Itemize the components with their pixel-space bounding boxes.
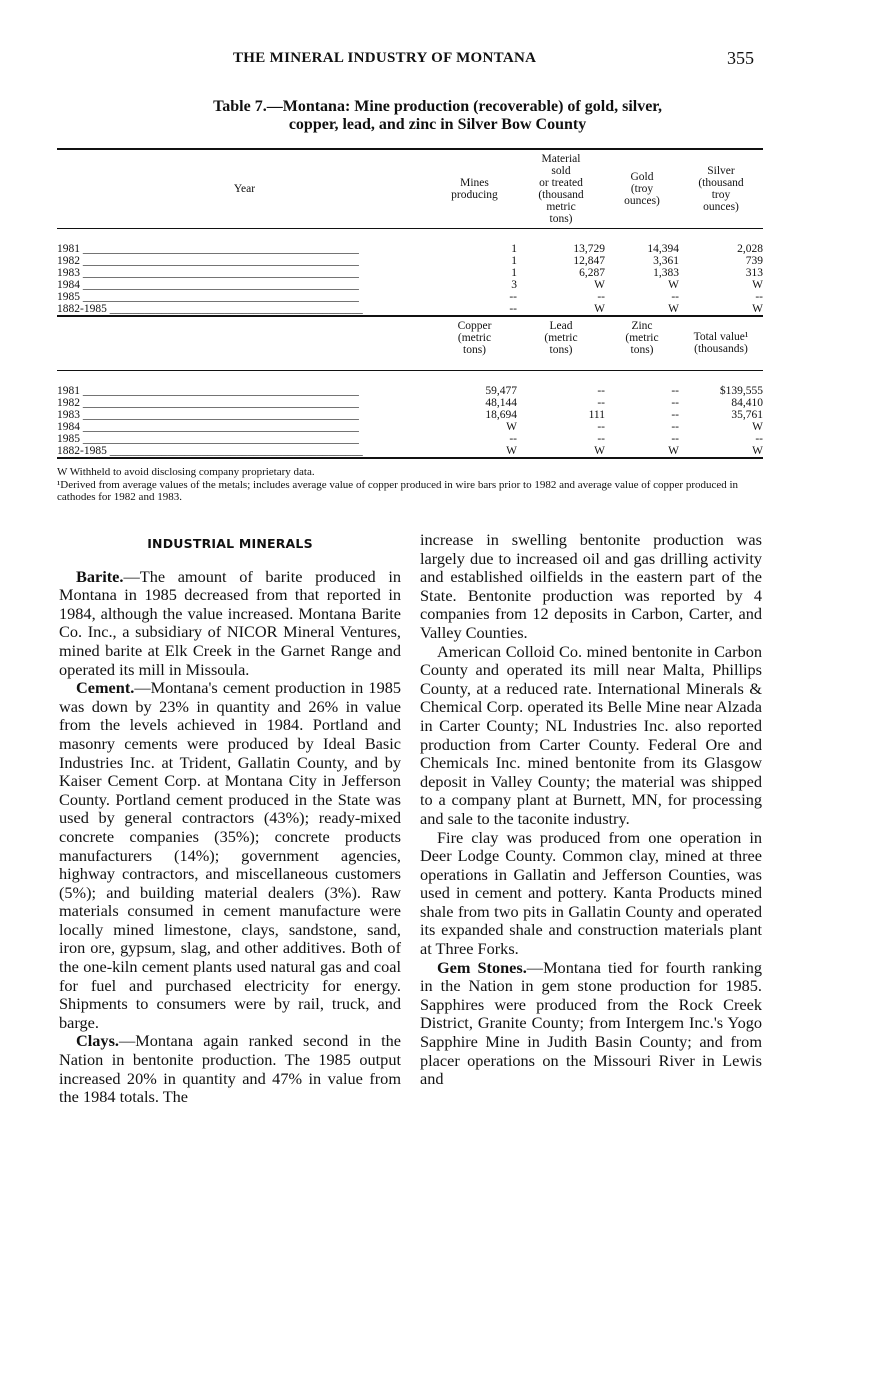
run-in-heading: Cement. (76, 678, 135, 698)
row-year: 1984 ________________________________________________ (57, 278, 359, 291)
table-row: 1981 ________________________________________________ 1 13,729 14,394 2,028 (57, 242, 763, 255)
paragraph-clays: Clays.—Montana again ranked second in the Nation in bentonite production. The 1985 output increased 20% in quantity and 47% in value from the 1984 totals. The (59, 1031, 401, 1107)
row-year: 1983 ________________________________________________ (57, 266, 359, 279)
table-row: 1985 ________________________________________________ -- -- -- -- (57, 432, 763, 445)
col-header-total-value: Total value¹ (thousands) (693, 331, 749, 355)
table-row: 1882-1985 ____________________________________________ W W W W (57, 444, 763, 457)
paragraph-fire-clay: Fire clay was produced from one operation in Deer Lodge County. Common clay, mined at three operations in Gallatin and Jefferson Counties, was used in cement and pottery. Kanta Products mined shale from two pits in Gallatin County and operated its expanded shale and construction materials plant at Three Forks. (420, 827, 762, 959)
table-row: 1983 ________________________________________________ 1 6,287 1,383 313 (57, 266, 763, 279)
row-year: 1982 ________________________________________________ (57, 254, 359, 267)
col-header-material: Material sold or treated (thousand metric tons) (538, 153, 584, 225)
table-row: 1984 ________________________________________________ W -- -- W (57, 420, 763, 433)
row-year: 1882-1985 ____________________________________________ (57, 303, 432, 316)
production-table-part2 (57, 316, 763, 459)
paragraph-cement: Cement.—Montana's cement production in 1985 was down by 23% in quantity and 26% in value from the levels achieved in 1984. Portland and masonry cements were produced by Ideal Basic Industries Inc. at Trident, Gallatin County, and by Kaiser Cement Corp. at Montana City in Jefferson County. Portland cement produced in the State was used by general contractors (43%); ready-mixed concrete companies (35%); concrete products manufacturers (14%); government agencies, highway contractors, and miscellaneous customers (5%); and building material dealers (3%). Raw materials consumed in cement manufacture were locally mined limestone, clays, sandstone, sand, iron ore, gypsum, slag, and other additives. Both of the one-kiln cement plants used natural gas and coal for fuel and purchased electricity for energy. Shipments to consumers were by rail, truck, and barge. (59, 678, 401, 1032)
table-row: 1882-1985 ____________________________________________ -- W W W (57, 302, 763, 315)
paragraph-american-colloid: American Colloid Co. mined bentonite in Carbon County and operated its mill near Malta, Phillips County, at a reduced rate. International Minerals & Chemical Corp. operated its Belle Mine near Alzada in Carter County; NL Industries Inc. also reported production from Carter County. Federal Ore and Chemicals Inc. mined bentonite from its Glasgow deposit in Valley County; the material was shipped to a company plant at Burnett, MN, for processing and sale to the taconite industry. (420, 641, 762, 828)
run-in-heading: Gem Stones. (437, 957, 527, 977)
production-table-part1 (57, 148, 763, 317)
col-header-mines: Mines producing (451, 177, 498, 201)
col-header-zinc: Zinc (metric tons) (625, 320, 659, 356)
col-header-lead: Lead (metric tons) (544, 320, 578, 356)
text-column-left (59, 531, 401, 1107)
run-in-heading: Barite. (76, 566, 124, 586)
row-year: 1983 ________________________________________________ (57, 408, 359, 421)
row-year: 1882-1985 ____________________________________________ (57, 445, 432, 458)
table-row: 1982 ________________________________________________ 48,144 -- -- 84,410 (57, 396, 763, 409)
paragraph-barite: Barite.—The amount of barite produced in Montana in 1985 decreased from that reported in 1984, although the value increased. Montana Barite Co. Inc., a subsidiary of NICOR Mineral Ventures, mined barite at Elk Creek in the Garnet Range and operated its mill in Missoula. (59, 566, 401, 679)
row-year: 1985 ________________________________________________ (57, 432, 359, 445)
col-header-silver: Silver (thousand troy ounces) (698, 165, 744, 213)
row-year: 1984 ________________________________________________ (57, 420, 359, 433)
paragraph-gem-stones: Gem Stones.—Montana tied for fourth ranking in the Nation in gem stone production for 1985. Sapphires were produced from the Rock Creek District, Granite County; from Intergem Inc.'s Yogo Sapphire Mine in Judith Basin County; and from placer operations on the Missouri River in Lewis and (420, 957, 763, 1089)
table-caption (0, 98, 875, 134)
table-header-row (57, 316, 763, 371)
row-year: 1982 ________________________________________________ (57, 396, 359, 409)
table-header-row (57, 149, 763, 229)
table-row: 1984 ________________________________________________ 3 W W W (57, 278, 763, 291)
paragraph-clays-continued: increase in swelling bentonite production was largely due to increased oil and gas drilling activity and established oilfields in the eastern part of the State. Bentonite production was reported by 4 companies from 12 deposits in Carbon, Carter, and Valley Counties. (420, 530, 762, 642)
running-header (0, 50, 875, 74)
page-number: 355 (727, 48, 754, 68)
row-year: 1981 ________________________________________________ (57, 384, 359, 397)
footnote: W Withheld to avoid disclosing company proprietary data. (57, 466, 315, 478)
table-caption-line: Table 7.—Montana: Mine production (recoverable) of gold, silver, (213, 98, 662, 115)
col-header-gold: Gold (troy ounces) (624, 171, 660, 207)
row-year: 1981 ________________________________________________ (57, 242, 359, 255)
table-footnotes (57, 466, 763, 504)
table-row: 1983 ________________________________________________ 18,694 111 -- 35,761 (57, 408, 763, 421)
section-heading: INDUSTRIAL MINERALS (147, 536, 313, 551)
text-column-right (420, 531, 762, 1089)
footnote: ¹Derived from average values of the metals; includes average value of copper produced in wire bars prior to 1982 and average value of copper produced in cathodes for 1982 and 1983. (57, 478, 739, 503)
col-header-year: Year (233, 183, 256, 195)
row-year: 1985 ________________________________________________ (57, 290, 359, 303)
run-in-heading: Clays. (76, 1031, 119, 1051)
table-row: 1985 ________________________________________________ -- -- -- -- (57, 290, 763, 303)
col-header-copper: Copper (metric tons) (457, 320, 492, 356)
running-title: THE MINERAL INDUSTRY OF MONTANA (233, 50, 537, 66)
table-row: 1981 ________________________________________________ 59,477 -- -- $139,555 (57, 384, 763, 397)
table-row: 1982 ________________________________________________ 1 12,847 3,361 739 (57, 254, 763, 267)
table-caption-line: copper, lead, and zinc in Silver Bow County (288, 116, 587, 133)
